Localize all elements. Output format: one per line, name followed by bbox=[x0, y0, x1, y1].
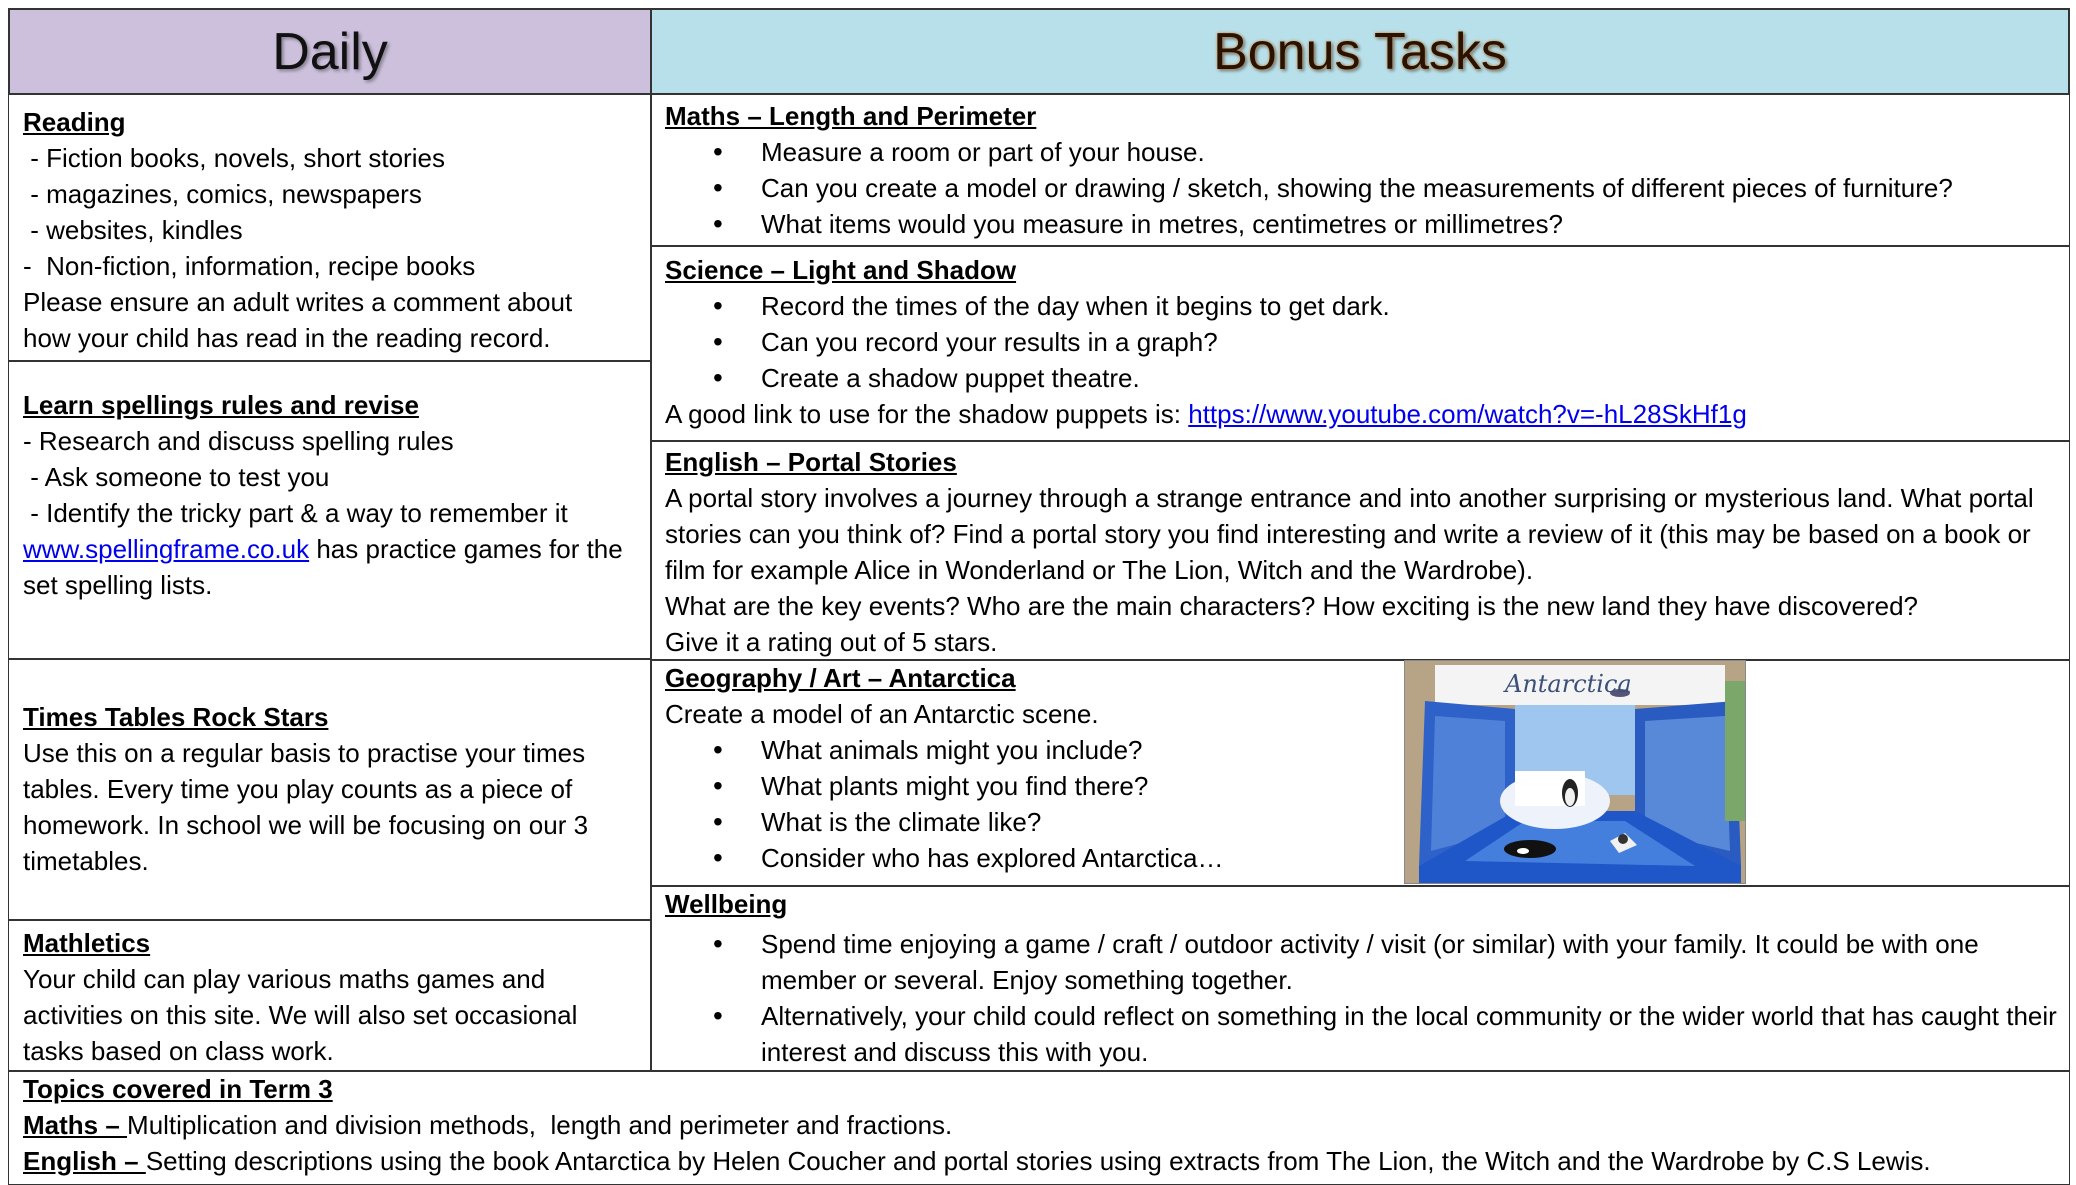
maths-task-list bbox=[665, 134, 2069, 242]
geography-task-title: Geography / Art – Antarctica bbox=[665, 663, 1016, 693]
geography-task-list bbox=[665, 732, 2069, 876]
ttrs-text: Use this on a regular basis to practise your times tables. Every time you play counts as a piece of homework. In school we will be focusing on our 3 timetables. bbox=[23, 738, 589, 876]
daily-header bbox=[8, 8, 652, 95]
wellbeing-task-section bbox=[650, 885, 2070, 1072]
wellbeing-task-list bbox=[665, 926, 2061, 1070]
list-item: • Can you create a model or drawing / sketch, showing the measurements of different pieces of furniture? bbox=[761, 170, 2069, 206]
maths-task-section bbox=[650, 93, 2070, 247]
youtube-link[interactable]: https://www.youtube.com/watch?v=-hL28SkHf1g bbox=[1188, 399, 1747, 429]
topics-maths-label: Maths – bbox=[23, 1110, 128, 1140]
spellings-link-after: has practice games for the set spelling lists. bbox=[23, 534, 623, 600]
daily-header-title: Daily bbox=[272, 22, 388, 81]
spellings-section bbox=[8, 360, 652, 660]
list-item: • What items would you measure in metres, centimetres or millimetres? bbox=[761, 206, 2069, 242]
science-link-label: A good link to use for the shadow puppets is: bbox=[665, 399, 1189, 429]
geography-task-section bbox=[650, 659, 2070, 887]
spellings-line: - Research and discuss spelling rules bbox=[23, 426, 454, 456]
topics-english-line bbox=[23, 1143, 2069, 1179]
antarctica-sign-text: Antarctica bbox=[1505, 670, 1632, 698]
mathletics-section bbox=[8, 919, 652, 1072]
spellings-link-text bbox=[23, 531, 638, 603]
mathletics-title: Mathletics bbox=[23, 928, 151, 958]
spellings-line: - Identify the tricky part & a way to remember it bbox=[23, 498, 568, 528]
maths-task-title: Maths – Length and Perimeter bbox=[665, 101, 1037, 131]
list-item: • What plants might you find there? bbox=[761, 768, 2069, 804]
english-task-line: Give it a rating out of 5 stars. bbox=[665, 627, 998, 657]
antarctica-model-photo bbox=[1404, 660, 1746, 884]
spellingframe-link[interactable]: www.spellingframe.co.uk bbox=[23, 534, 310, 564]
reading-line: - Fiction books, novels, short stories bbox=[23, 143, 445, 173]
list-item: • Alternatively, your child could reflect on something in the local community or the wider world that has caught their interest and discuss this with you. bbox=[761, 998, 2061, 1070]
reading-line: - Non-fiction, information, recipe books bbox=[23, 251, 476, 281]
reading-title: Reading bbox=[23, 107, 126, 137]
list-item: • Spend time enjoying a game / craft / outdoor activity / visit (or similar) with your family. It could be with one member or several. Enjoy something together. bbox=[761, 926, 2061, 998]
list-item: • What animals might you include? bbox=[761, 732, 2069, 768]
topics-maths-line bbox=[23, 1107, 2069, 1143]
mathletics-text: Your child can play various maths games and activities on this site. We will also set occasional tasks based on class work. bbox=[23, 964, 578, 1066]
english-task-title: English – Portal Stories bbox=[665, 447, 957, 477]
list-item: • Measure a room or part of your house. bbox=[761, 134, 2069, 170]
bonus-header-title: Bonus Tasks bbox=[1213, 22, 1507, 81]
reading-line: - websites, kindles bbox=[23, 215, 243, 245]
reading-note: Please ensure an adult writes a comment about how your child has read in the reading record. bbox=[23, 287, 573, 353]
list-item: • Can you record your results in a graph? bbox=[761, 324, 2069, 360]
bonus-tasks-header bbox=[650, 8, 2070, 95]
ttrs-section bbox=[8, 658, 652, 921]
topics-english-text: Setting descriptions using the book Antarctica by Helen Coucher and portal stories using extracts from The Lion, the Witch and the Wardrobe by C.S Lewis. bbox=[145, 1146, 1931, 1176]
spellings-line: - Ask someone to test you bbox=[23, 462, 330, 492]
list-item: • Record the times of the day when it begins to get dark. bbox=[761, 288, 2069, 324]
ttrs-title: Times Tables Rock Stars bbox=[23, 702, 329, 732]
topics-maths-text: Multiplication and division methods, length and perimeter and fractions. bbox=[127, 1110, 953, 1140]
topics-title: Topics covered in Term 3 bbox=[23, 1074, 333, 1104]
science-task-list bbox=[665, 288, 2069, 396]
geography-intro: Create a model of an Antarctic scene. bbox=[665, 699, 1099, 729]
science-link-line bbox=[665, 396, 2069, 432]
list-item: • What is the climate like? bbox=[761, 804, 2069, 840]
reading-line: - magazines, comics, newspapers bbox=[23, 179, 422, 209]
english-task-text: A portal story involves a journey through a strange entrance and into another surprising or mysterious land. What portal stories can you think of? Find a portal story you find interesting and write a review of it (this may be based on a book or film for example Alice in Wonderland or The Lion, Witch and the Wardrobe). bbox=[665, 483, 2034, 585]
list-item: • Consider who has explored Antarctica… bbox=[761, 840, 2069, 876]
topics-english-label: English – bbox=[23, 1146, 146, 1176]
topics-section bbox=[8, 1070, 2070, 1185]
english-task-section bbox=[650, 440, 2070, 661]
spellings-title: Learn spellings rules and revise bbox=[23, 390, 419, 420]
english-task-line: What are the key events? Who are the main characters? How exciting is the new land they have discovered? bbox=[665, 591, 1918, 621]
science-task-title: Science – Light and Shadow bbox=[665, 255, 1017, 285]
science-task-section bbox=[650, 245, 2070, 442]
reading-section bbox=[8, 93, 652, 362]
list-item: • Create a shadow puppet theatre. bbox=[761, 360, 2069, 396]
wellbeing-task-title: Wellbeing bbox=[665, 889, 788, 919]
